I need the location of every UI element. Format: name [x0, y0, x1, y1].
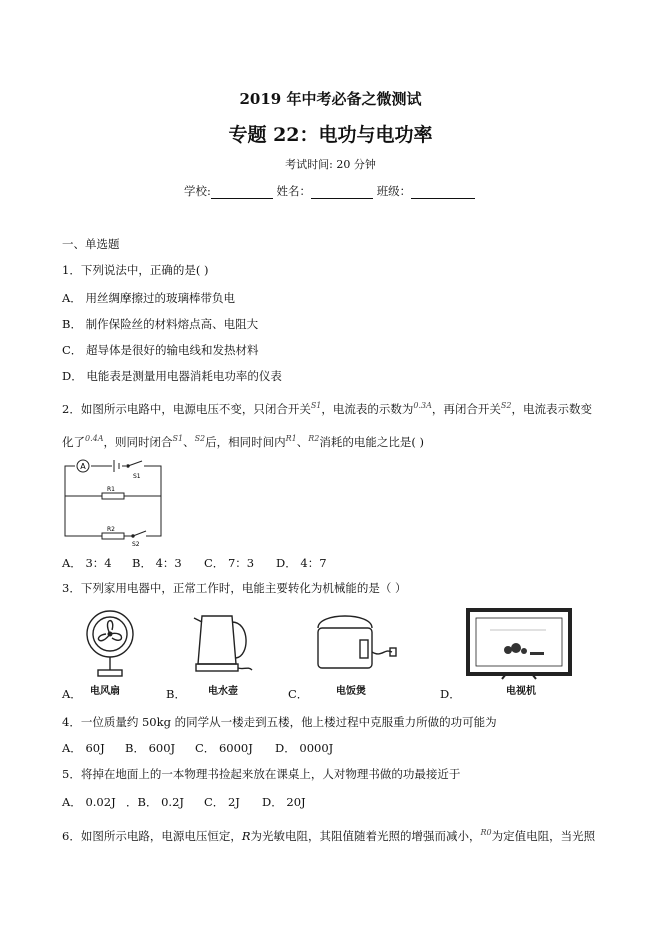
- q2-line-1: 2．如图所示电路中，电源电压不变，只闭合开关$^{S1}$，电流表的示数为$^{0.3A}$，再闭合开关$^{S2}$，电流表示数变: [62, 401, 592, 416]
- q3-option-d-letter: D．: [440, 687, 461, 701]
- school-label: 学校:: [184, 184, 211, 198]
- class-blank: [411, 186, 475, 199]
- r2-label: R2: [107, 526, 115, 533]
- ammeter-label: A: [80, 462, 86, 471]
- q3-option-a-caption: 电风扇: [90, 686, 120, 697]
- q6-r0: R0: [480, 828, 492, 837]
- q2-circuit-diagram: [62, 456, 172, 546]
- q3-option-d-caption: 电视机: [506, 686, 536, 697]
- q6-r: R: [241, 829, 251, 843]
- q3-stem: 3．下列家用电器中，正常工作时，电能主要转化为机械能的是（ ）: [62, 581, 407, 595]
- q3-option-b-caption: 电水壶: [208, 686, 238, 697]
- class-label: 班级：: [376, 184, 412, 198]
- r1-label: R1: [107, 486, 115, 493]
- q1-option-a: A． 用丝绸摩擦过的玻璃棒带负电: [62, 291, 235, 305]
- q2-line-2: 化了$^{0.4A}$，则同时闭合$^{S1}$、$^{S2}$后，相同时间内$^{R1}$、$^{R2}$消耗的电能之比是( ): [62, 434, 425, 449]
- topic-title: 专题 22：电功与电功率: [228, 124, 433, 146]
- q4-option-a: A． 60J: [62, 741, 105, 755]
- tv-icon: [466, 608, 572, 680]
- name-blank: [311, 186, 373, 199]
- q2-option-d: D． 4：7: [276, 556, 327, 570]
- q1-stem: 1．下列说法中，正确的是( ): [62, 263, 209, 277]
- s1-label: S1: [133, 473, 141, 480]
- q4-option-c: C． 6000J: [195, 741, 253, 755]
- q2-i2: 0.4A: [85, 434, 104, 443]
- section-title: 一、单选题: [62, 237, 120, 251]
- q4-option-b: B． 600J: [125, 741, 176, 755]
- student-info-line: [184, 183, 475, 199]
- q2-r1: R1: [285, 434, 297, 443]
- q2-s1: S1: [310, 401, 322, 410]
- q3-option-a-letter: A．: [62, 687, 82, 701]
- school-blank: [211, 186, 273, 199]
- rice-cooker-icon: [310, 608, 400, 676]
- fan-icon: [84, 608, 136, 680]
- q2-option-c: C． 7：3: [204, 556, 255, 570]
- resistor-r1-icon: [102, 493, 124, 499]
- q2-option-a: A． 3：4: [62, 556, 112, 570]
- q1-option-c: C． 超导体是很好的输电线和发热材料: [62, 343, 259, 357]
- q5-stem: 5．将掉在地面上的一本物理书捡起来放在课桌上，人对物理书做的功最接近于: [62, 767, 461, 781]
- q2-option-b: B． 4：3: [132, 556, 182, 570]
- q3-option-b-letter: B．: [166, 687, 186, 701]
- q2-s2: S2: [500, 401, 512, 410]
- q6-line-1: 6．如图所示电路，电源电压恒定，R为光敏电阻，其阻值随着光照的增强而减小，$^{R0}$为定值电阻，当光照: [62, 828, 596, 843]
- q3-option-c-letter: C．: [288, 687, 309, 701]
- kettle-icon: [192, 608, 256, 676]
- exam-time: 考试时间: 20 分钟: [285, 158, 376, 171]
- q2-i1: 0.3A: [413, 401, 432, 410]
- q5-option-b: ．B． 0.2J: [126, 795, 185, 809]
- q1-option-d: D． 电能表是测量用电器消耗电功率的仪表: [62, 369, 282, 383]
- exam-title: 2019 年中考必备之微测试: [239, 90, 422, 108]
- q5-option-c: C． 2J: [204, 795, 240, 809]
- q1-option-b: B． 制作保险丝的材料熔点高、电阻大: [62, 317, 259, 331]
- name-label: 姓名：: [276, 184, 312, 198]
- q4-stem: 4．一位质量约 50kg 的同学从一楼走到五楼，他上楼过程中克服重力所做的功可能为: [62, 715, 497, 729]
- q3-option-c-caption: 电饭煲: [336, 686, 366, 697]
- q2-r2: R2: [308, 434, 320, 443]
- q5-option-d: D． 20J: [262, 795, 306, 809]
- q5-option-a: A． 0.02J: [62, 795, 116, 809]
- s2-label: S2: [132, 541, 140, 546]
- resistor-r2-icon: [102, 533, 124, 539]
- q4-option-d: D． 0000J: [275, 741, 334, 755]
